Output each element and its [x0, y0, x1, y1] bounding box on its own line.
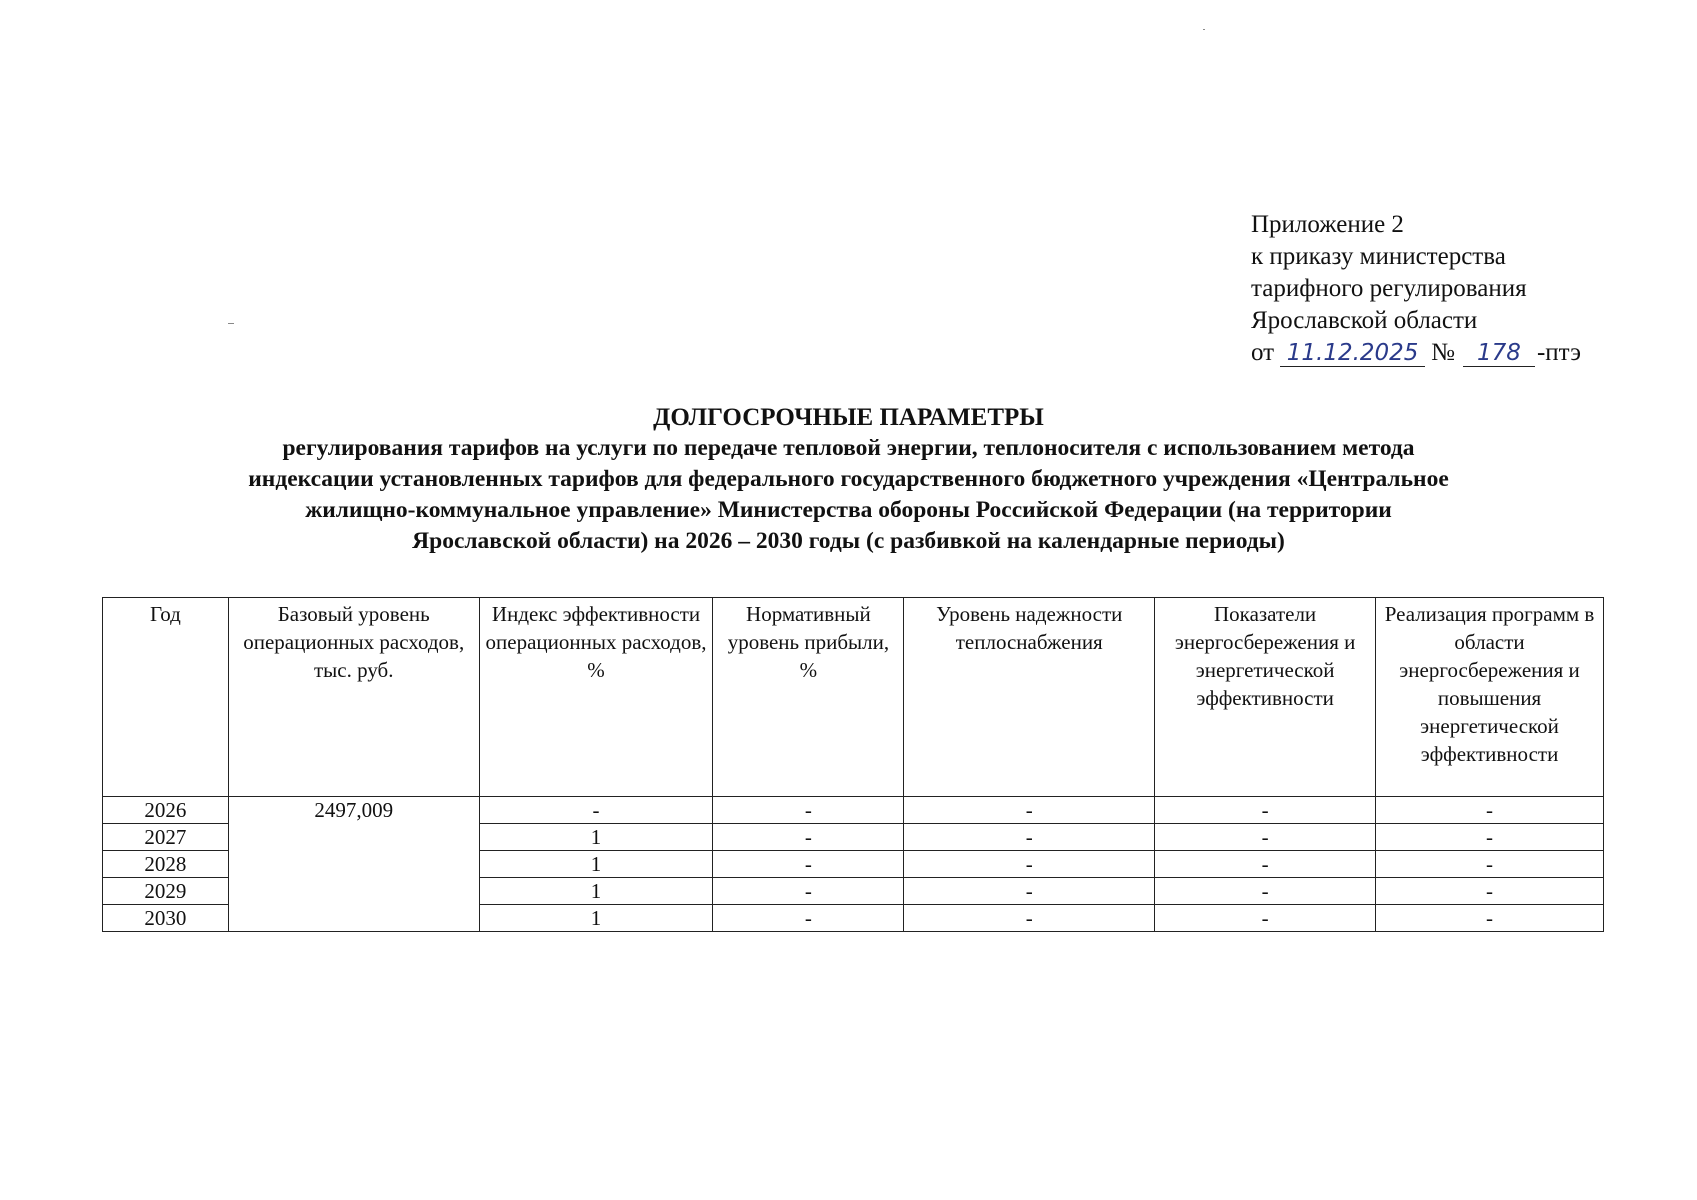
header-profit-level: Нормативный уровень прибыли, % — [713, 598, 904, 797]
cell-index: 1 — [479, 824, 713, 851]
cell-index: - — [479, 797, 713, 824]
cell-profit: - — [713, 824, 904, 851]
cell-reliability: - — [904, 824, 1155, 851]
header-year: Год — [103, 598, 229, 797]
order-suffix: -птэ — [1536, 339, 1581, 366]
table-row — [103, 797, 1604, 824]
number-label: № — [1431, 339, 1455, 366]
from-label: от — [1251, 339, 1275, 366]
cell-programs: - — [1376, 905, 1604, 932]
cell-reliability: - — [904, 878, 1155, 905]
document-title — [40, 402, 1657, 557]
header-energy-programs: Реализация программ в области энергосбережения и повышения энергетической эффективности — [1376, 598, 1604, 797]
handwritten-number: 178 — [1463, 340, 1535, 367]
cell-profit: - — [713, 878, 904, 905]
cell-index: 1 — [479, 878, 713, 905]
cell-year: 2028 — [103, 851, 229, 878]
cell-index: 1 — [479, 905, 713, 932]
cell-programs: - — [1376, 797, 1604, 824]
cell-reliability: - — [904, 797, 1155, 824]
appendix-line: Ярославской области — [1251, 307, 1478, 334]
cell-year: 2027 — [103, 824, 229, 851]
cell-year: 2026 — [103, 797, 229, 824]
appendix-block — [1251, 209, 1581, 369]
cell-energy-indicators: - — [1155, 851, 1376, 878]
cell-profit: - — [713, 905, 904, 932]
table-header-row — [103, 598, 1604, 797]
cell-reliability: - — [904, 905, 1155, 932]
cell-programs: - — [1376, 878, 1604, 905]
header-energy-indicators: Показатели энергосбережения и энергетической эффективности — [1155, 598, 1376, 797]
cell-profit: - — [713, 797, 904, 824]
handwritten-date: 11.12.2025 — [1280, 340, 1425, 367]
cell-year: 2029 — [103, 878, 229, 905]
title-line: индексации установленных тарифов для федерального государственного бюджетного учреждения «Центральное — [248, 466, 1449, 492]
title-heading: ДОЛГОСРОЧНЫЕ ПАРАМЕТРЫ — [653, 404, 1044, 431]
header-reliability: Уровень надежности теплоснабжения — [904, 598, 1155, 797]
header-efficiency-index: Индекс эффективности операционных расходов, % — [479, 598, 713, 797]
cell-energy-indicators: - — [1155, 797, 1376, 824]
appendix-line: к приказу министерства — [1251, 243, 1506, 270]
title-line: жилищно-коммунальное управление» Министерства обороны Российской Федерации (на территории — [305, 497, 1392, 523]
parameters-table — [102, 597, 1604, 932]
title-line: Ярославской области) на 2026 – 2030 годы (с разбивкой на календарные периоды) — [412, 528, 1285, 554]
cell-base-opex: 2497,009 — [228, 797, 479, 932]
cell-energy-indicators: - — [1155, 905, 1376, 932]
cell-reliability: - — [904, 851, 1155, 878]
cell-profit: - — [713, 851, 904, 878]
title-line: регулирования тарифов на услуги по передаче тепловой энергии, теплоносителя с использованием метода — [282, 435, 1415, 461]
header-base-opex: Базовый уровень операционных расходов, тыс. руб. — [228, 598, 479, 797]
cell-index: 1 — [479, 851, 713, 878]
cell-year: 2030 — [103, 905, 229, 932]
cell-energy-indicators: - — [1155, 878, 1376, 905]
appendix-line: Приложение 2 — [1251, 211, 1404, 238]
cell-energy-indicators: - — [1155, 824, 1376, 851]
appendix-line: тарифного регулирования — [1251, 275, 1527, 302]
cell-programs: - — [1376, 824, 1604, 851]
scan-speck — [1203, 29, 1205, 30]
appendix-order-line — [1251, 337, 1581, 369]
scan-speck — [228, 323, 234, 324]
cell-programs: - — [1376, 851, 1604, 878]
